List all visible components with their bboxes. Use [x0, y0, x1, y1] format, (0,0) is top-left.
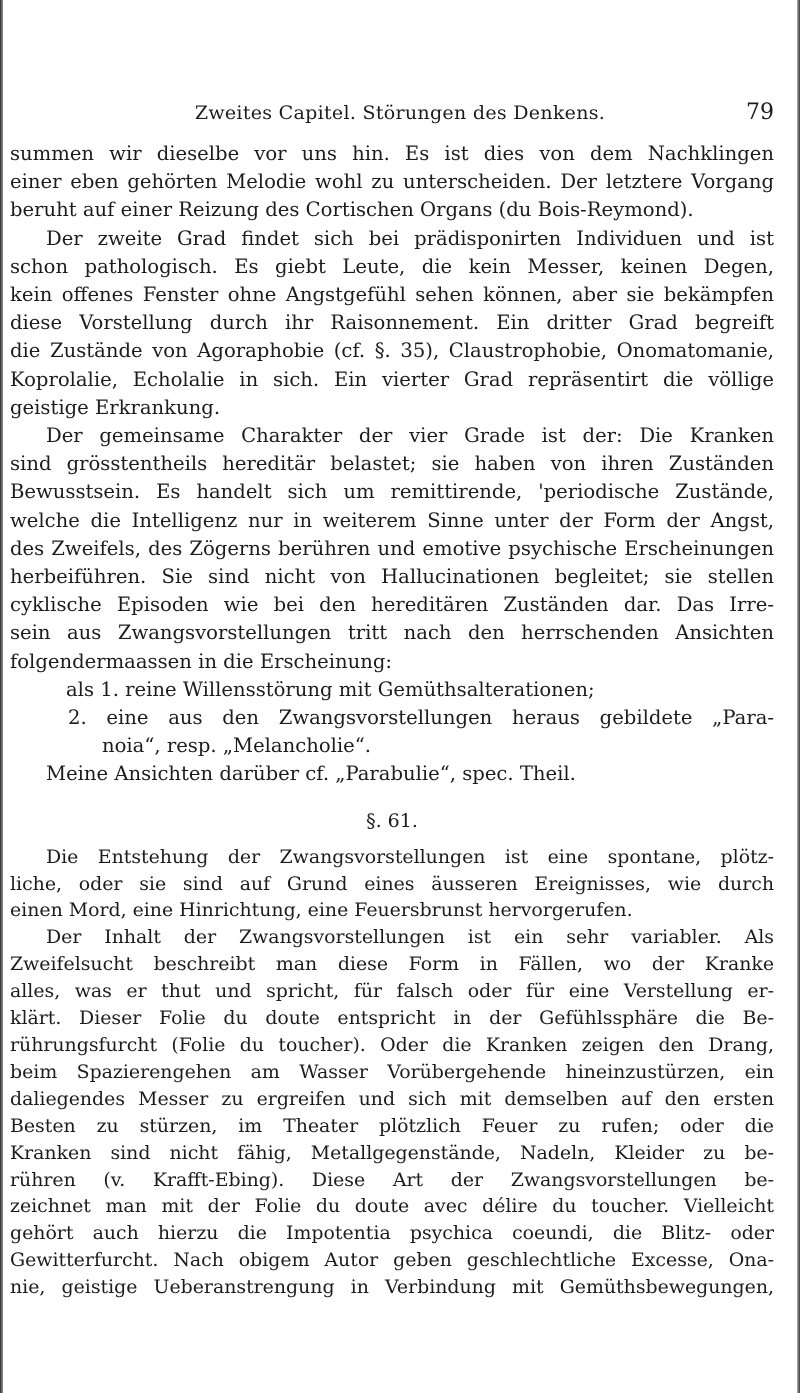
text-line: Der zweite Grad findet sich bei prädisponirten Individuen und ist — [46, 226, 774, 250]
text-line: Meine Ansichten darüber cf. „Parabulie“, spec. Theil. — [46, 762, 576, 786]
text-line: sein aus Zwangsvorstellungen tritt nach den herrschenden Ansichten — [10, 621, 774, 645]
text-line: einen Mord, eine Hinrichtung, eine Feuersbrunst hervorgerufen. — [10, 899, 633, 922]
paragraph-2 — [10, 225, 774, 422]
text-line: klärt. Dieser Folie du doute entspricht in der Gefühlssphäre die Be- — [10, 1007, 774, 1030]
text-line: alles, was er thut und spricht, für falsch oder für eine Verstellung er- — [10, 980, 774, 1003]
text-line: Gewitterfurcht. Nach obigem Autor geben geschlechtliche Excesse, Ona- — [10, 1249, 774, 1272]
text-line: gehört auch hierzu die Impotentia psychica coeundi, die Blitz- oder — [10, 1222, 774, 1245]
text-line: herbeiführen. Sie sind nicht von Hallucinationen begleitet; sie stellen — [10, 565, 774, 589]
text-line: die Zustände von Agoraphobie (cf. §. 35), Claustrophobie, Onomatomanie, — [10, 339, 774, 363]
text-line: daliegendes Messer zu ergreifen und sich mit demselben auf den ersten — [10, 1087, 774, 1110]
text-line: Kranken sind nicht fähig, Metallgegenstände, Nadeln, Kleider zu be- — [10, 1141, 774, 1164]
text-line: Zweifelsucht beschreibt man diese Form in Fällen, wo der Kranke — [10, 953, 774, 976]
text-line: beim Spazierengehen am Wasser Vorübergehende hineinzustürzen, ein — [10, 1060, 774, 1083]
list-item-continuation: noia“, resp. „Melancholie“. — [102, 734, 371, 758]
text-line: rührungsfurcht (Folie du toucher). Oder die Kranken zeigen den Drang, — [10, 1034, 774, 1057]
text-line: geistige Erkrankung. — [10, 395, 221, 419]
page-header — [14, 100, 786, 130]
paragraph-4 — [10, 844, 774, 1301]
text-line: Der Inhalt der Zwangsvorstellungen ist ein sehr variabler. Als — [46, 926, 774, 949]
list-item: als 1. reine Willensstörung mit Gemüthsalterationen; — [66, 677, 595, 701]
text-line: rühren (v. Krafft-Ebing). Diese Art der Zwangsvorstellungen be- — [10, 1168, 774, 1191]
running-title: Zweites Capitel. Störungen des Denkens. — [194, 102, 606, 124]
text-line: liche, oder sie sind auf Grund eines äusseren Ereignisses, wie durch — [10, 872, 774, 895]
text-line: Die Entstehung der Zwangsvorstellungen ist eine spontane, plötz- — [46, 845, 774, 868]
text-line: kein offenes Fenster ohne Angstgefühl sehen können, aber sie bekämpfen — [10, 283, 774, 307]
text-line: folgendermaassen in die Erscheinung: — [10, 649, 393, 673]
text-line: summen wir dieselbe vor uns hin. Es ist dies von dem Nachklingen — [10, 142, 774, 165]
text-line: Der gemeinsame Charakter der vier Grade ist der: Die Kranken — [46, 424, 774, 448]
text-line: diese Vorstellung durch ihr Raisonnement. Ein dritter Grad begreift — [10, 311, 774, 335]
list-item: 2. eine aus den Zwangsvorstellungen heraus gebildete „Para- — [68, 706, 774, 730]
text-line: einer eben gehörten Melodie wohl zu unterscheiden. Der letztere Vorgang — [10, 170, 774, 194]
paragraph-1 — [10, 140, 774, 225]
text-line: zeichnet man mit der Folie du doute avec délire du toucher. Vielleicht — [10, 1195, 774, 1218]
text-line: sind grösstentheils hereditär belastet; sie haben von ihren Zuständen — [10, 452, 774, 476]
text-line: beruht auf einer Reizung des Cortischen Organs (du Bois-Reymond). — [10, 198, 694, 222]
page-body — [10, 140, 774, 1301]
section-heading: §. 61. — [366, 809, 418, 832]
text-line: cyklische Episoden wie bei den hereditären Zuständen dar. Das Irre- — [10, 593, 774, 617]
page-number: 79 — [746, 100, 774, 125]
text-line: des Zweifels, des Zögerns berühren und emotive psychische Erscheinungen — [10, 536, 774, 560]
text-line: schon pathologisch. Es giebt Leute, die kein Messer, keinen Degen, — [10, 254, 774, 278]
paragraph-3 — [10, 422, 774, 789]
text-line: Besten zu stürzen, im Theater plötzlich Feuer zu rufen; oder die — [10, 1114, 774, 1137]
text-line: nie, geistige Ueberanstrengung in Verbindung mit Gemüthsbewegungen, — [10, 1276, 774, 1299]
text-line: Koprolalie, Echolalie in sich. Ein vierter Grad repräsentirt die völlige — [10, 367, 774, 391]
text-line: welche die Intelligenz nur in weiterem Sinne unter der Form der Angst, — [10, 508, 774, 532]
scan-edge-left — [0, 0, 3, 1393]
text-line: Bewusstsein. Es handelt sich um remittirende, 'periodische Zustände, — [10, 480, 774, 504]
